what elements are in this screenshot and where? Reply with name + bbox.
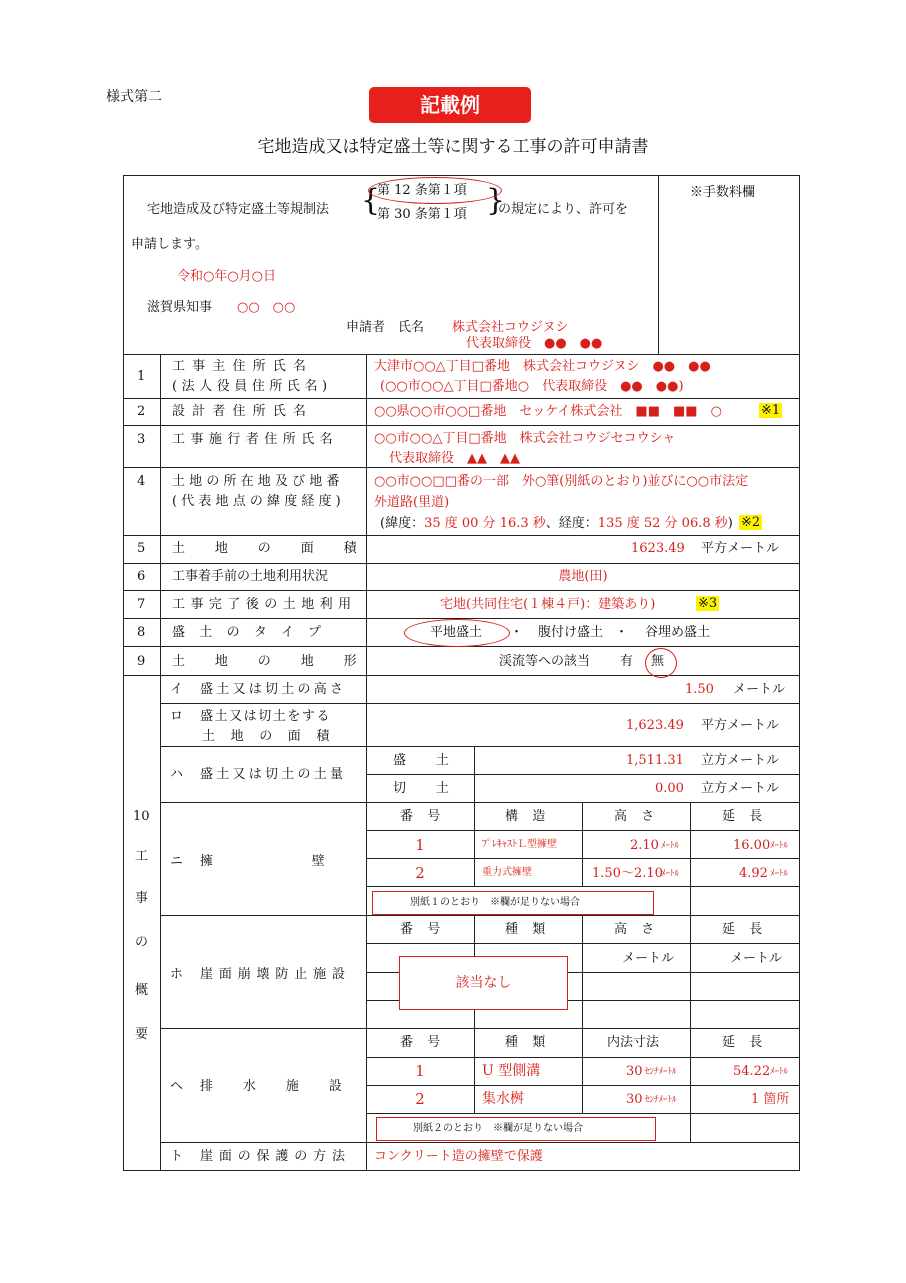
drainage-row-2-length: 1 箇所	[751, 1092, 790, 1107]
row-7-label: 工事完了後の土地利用	[172, 597, 357, 612]
row-8-label: 盛土のタイプ	[172, 625, 336, 640]
item-to-label: 崖面の保護の方法	[200, 1149, 351, 1164]
retaining-wall-row-1-height: 2.10	[630, 838, 659, 853]
drainage-header-size: 内法寸法	[607, 1035, 660, 1050]
item-ha-label: 盛土又は切土の土量	[200, 767, 347, 782]
slope-facility-header-height: 高さ	[614, 922, 669, 937]
row-2-note: ※1	[761, 403, 781, 418]
item-i-kana: イ	[170, 682, 184, 697]
slope-facility-length-unit: メートル	[730, 951, 783, 966]
item-to-kana: ト	[170, 1149, 184, 1164]
retaining-wall-row-1-length: 16.00	[733, 838, 771, 853]
item-ha-cut-label: 切土	[393, 781, 479, 796]
law-tail: の規定により、許可を	[498, 202, 629, 217]
not-applicable-text: 該当なし	[455, 975, 512, 991]
form-number: 様式第二	[106, 89, 162, 105]
item-ro-kana: ロ	[170, 709, 184, 724]
retaining-wall-row-1-length-unit: ﾒｰﾄﾙ	[770, 841, 789, 851]
item-ha-fill-value: 1,511.31	[626, 753, 684, 768]
item-ni-label: 擁壁	[200, 854, 424, 869]
slope-facility-header-length: 延長	[722, 922, 777, 937]
item-to-value: コンクリート造の擁壁で保護	[374, 1149, 543, 1164]
row-9-label: 土地の地形	[172, 654, 387, 669]
retaining-wall-row-1-no: 1	[415, 836, 425, 854]
row-4-value: ○○市○○□□番の一部 外○筆(別紙のとおり)並びに○○市法定	[374, 474, 749, 489]
drainage-header-type: 種類	[505, 1035, 560, 1050]
row-2-value: ○○県○○市○○□番地 セッケイ株式会社 ■■ ■■ ○	[374, 404, 722, 419]
fill-type-valley: 谷埋め盛土	[645, 625, 711, 640]
item-ha-cut-value: 0.00	[655, 781, 684, 796]
applicant-label: 申請者 氏名	[346, 320, 425, 335]
selected-article-circle	[368, 177, 502, 204]
item-i-label: 盛土又は切土の高さ	[200, 682, 347, 697]
retaining-wall-row-1-structure: ﾌﾟﾚｷｬｽﾄＬ型擁壁	[482, 839, 557, 850]
item-he-label: 排水施設	[200, 1079, 372, 1094]
stream-applicability: 渓流等への該当	[499, 654, 591, 669]
row-1-sublabel: (法人役員住所氏名)	[172, 379, 332, 394]
left-brace: {	[361, 183, 381, 218]
item-ha-kana: ハ	[170, 767, 184, 782]
applicant-representative: 代表取締役 ●● ●●	[466, 336, 603, 351]
row-7-value: 宅地(共同住宅(１棟４戸)：建築あり)	[440, 597, 656, 612]
item-ha-fill-unit: 立方メートル	[701, 753, 780, 768]
fill-type-flat: 平地盛土	[430, 625, 483, 640]
row-2-label: 設計者住所氏名	[172, 404, 314, 419]
separator: ・	[615, 625, 629, 640]
row-7-note: ※3	[698, 596, 718, 611]
row-3-number: 3	[137, 432, 146, 447]
section-10-number: 10	[133, 809, 150, 824]
fill-type-slope: 腹付け盛土	[538, 625, 604, 640]
retaining-wall-row-2-length-unit: ﾒｰﾄﾙ	[770, 869, 789, 879]
retaining-wall-header-length: 延長	[722, 809, 777, 824]
row-4-coordinates: (緯度：35 度 00 分 16.3 秒、経度：135 度 52 分 06.8 秒)	[380, 516, 733, 531]
row-6-number: 6	[137, 569, 146, 584]
row-2-number: 2	[137, 404, 146, 419]
retaining-wall-header-no: 番号	[400, 809, 455, 824]
drainage-row-1-length-unit: ﾒｰﾄﾙ	[770, 1067, 789, 1077]
retaining-wall-header-height: 高さ	[614, 809, 669, 824]
drainage-row-2-size: 30	[626, 1092, 643, 1107]
row-5-unit: 平方メートル	[701, 541, 780, 556]
article-30: 第 30 条第１項	[377, 207, 467, 222]
item-i-unit: メートル	[733, 682, 786, 697]
law-name: 宅地造成及び特定盛土等規制法	[147, 202, 330, 217]
drainage-row-2-type: 集水桝	[482, 1091, 524, 1107]
item-ro-value: 1,623.49	[626, 718, 684, 733]
drainage-row-2-no: 2	[415, 1090, 425, 1108]
section-10-char: 概	[135, 983, 149, 998]
row-9-number: 9	[137, 654, 146, 669]
fee-field-label: ※手数料欄	[690, 185, 756, 200]
option-yes: 有	[620, 654, 634, 669]
row-3-subvalue: 代表取締役 ▲▲ ▲▲	[389, 451, 520, 466]
drainage-header-length: 延長	[722, 1035, 777, 1050]
row-8-number: 8	[137, 625, 146, 640]
section-10-char: 工	[135, 849, 149, 864]
drainage-row-1-no: 1	[415, 1062, 425, 1080]
row-4-sublabel: (代表地点の緯度経度)	[172, 494, 345, 509]
section-10-char: の	[135, 935, 149, 950]
row-6-label: 工事着手前の土地利用状況	[172, 569, 329, 584]
application-text: 申請します。	[131, 237, 208, 252]
item-i-value: 1.50	[685, 682, 714, 697]
retaining-wall-row-2-height: 1.50〜2.10	[592, 866, 663, 881]
application-date: 令和○年○月○日	[177, 269, 277, 284]
governor-name: ○○ ○○	[237, 300, 296, 315]
row-1-label: 工事主住所氏名	[172, 359, 314, 374]
row-4-number: 4	[137, 474, 146, 489]
retaining-wall-note: 別紙１のとおり ※欄が足りない場合	[410, 897, 580, 908]
drainage-header-no: 番号	[400, 1035, 455, 1050]
item-ni-kana: ニ	[170, 854, 184, 869]
separator: ・	[510, 625, 524, 640]
retaining-wall-row-2-length: 4.92	[739, 866, 768, 881]
drainage-note: 別紙２のとおり ※欄が足りない場合	[413, 1123, 583, 1134]
slope-facility-header-no: 番号	[400, 922, 455, 937]
item-ha-cut-unit: 立方メートル	[701, 781, 780, 796]
row-1-subvalue: (○○市○○△丁目□番地○ 代表取締役 ●● ●●)	[380, 379, 684, 394]
retaining-wall-row-1-height-unit: ﾒｰﾄﾙ	[661, 841, 680, 851]
row-5-label: 土地の面積	[172, 541, 387, 556]
retaining-wall-row-2-no: 2	[415, 864, 425, 882]
row-5-value: 1623.49	[631, 541, 685, 556]
applicant-name: 株式会社コウジヌシ	[452, 320, 569, 335]
item-ha-fill-label: 盛土	[393, 753, 479, 768]
selected-fill-type-circle	[404, 619, 510, 647]
row-4-note: ※2	[741, 515, 761, 530]
row-7-number: 7	[137, 597, 146, 612]
page-title: 宅地造成又は特定盛土等に関する工事の許可申請書	[257, 137, 649, 157]
drainage-row-1-length: 54.22	[733, 1064, 771, 1079]
section-10-char: 事	[135, 891, 149, 906]
row-6-value: 農地(田)	[558, 569, 608, 584]
row-3-value: ○○市○○△丁目□番地 株式会社コウジセコウシャ	[374, 431, 676, 446]
right-brace: }	[486, 183, 506, 218]
drainage-row-1-type: U 型側溝	[482, 1063, 541, 1079]
row-3-label: 工事施行者住所氏名	[172, 432, 339, 447]
item-ro-sublabel: 土地の面積	[202, 729, 346, 744]
retaining-wall-row-2-structure: 重力式擁壁	[482, 867, 532, 878]
row-1-value: 大津市○○△丁目□番地 株式会社コウジヌシ ●● ●●	[374, 359, 711, 374]
item-ho-label: 崖面崩壊防止施設	[200, 967, 351, 982]
row-4-value-line2: 外道路(里道)	[374, 495, 450, 510]
slope-facility-height-unit: メートル	[622, 951, 675, 966]
row-4-label: 土地の所在地及び地番	[172, 474, 344, 489]
row-5-number: 5	[137, 541, 146, 556]
article-12: 第 12 条第１項	[377, 183, 467, 198]
governor-label: 滋賀県知事	[147, 300, 213, 315]
section-10-char: 要	[135, 1027, 149, 1042]
retaining-wall-row-2-height-unit: ﾒｰﾄﾙ	[661, 869, 680, 879]
slope-facility-header-type: 種類	[505, 922, 560, 937]
item-ro-unit: 平方メートル	[701, 718, 780, 733]
item-he-kana: ヘ	[170, 1079, 184, 1094]
drainage-row-1-size-unit: ｾﾝﾁﾒｰﾄﾙ	[645, 1067, 677, 1077]
item-ro-label: 盛土又は切土をする	[200, 709, 332, 724]
drainage-row-2-size-unit: ｾﾝﾁﾒｰﾄﾙ	[645, 1095, 677, 1105]
example-badge: 記載例	[369, 87, 531, 123]
option-no: 無	[651, 654, 665, 669]
item-ho-kana: ホ	[170, 967, 184, 982]
drainage-row-1-size: 30	[626, 1064, 643, 1079]
retaining-wall-header-structure: 構造	[505, 809, 560, 824]
row-1-number: 1	[137, 369, 146, 384]
selected-option-circle	[645, 648, 677, 678]
